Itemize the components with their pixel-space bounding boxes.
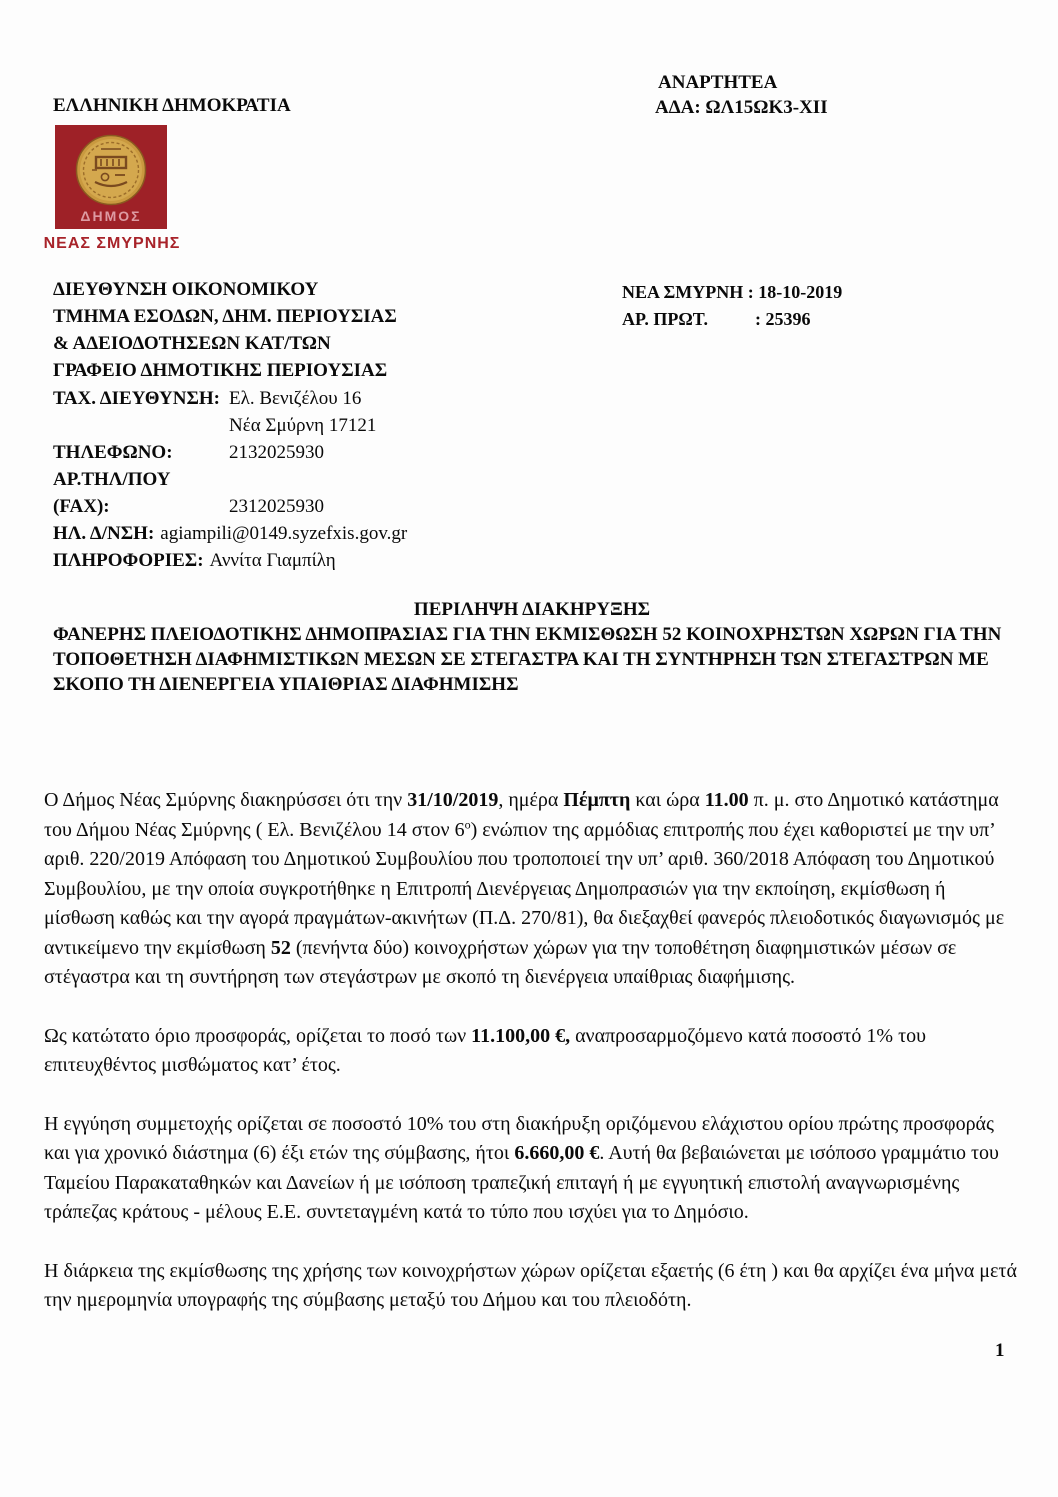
email-label: ΗΛ. Δ/ΝΣΗ:: [53, 523, 155, 544]
paragraph-1: Ο Δήμος Νέας Σμύρνης διακηρύσσει ότι την 31/10/2019, ημέρα Πέμπτη και ώρα 11.00 π. μ. στο Δημοτικό κατάστημα του Δήμου Νέας Σμύρνης ( Ελ. Βενιζέλου 14 στον $6^o$) ενώπιον της αρμόδιας επιτροπής που έχει καθοριστεί με την υπ’ αριθ. 220/2019 Απόφαση του Δημοτικού Συμβουλίου που τροποποιεί την υπ’ αριθ. 360/2018 Απόφαση του Δημοτικού Συμβουλίου, με την οποία συγκροτήθηκε η Επιτροπή Διενέργειας Δημοπρασιών για την εκποίηση, εκμίσθωση ή μίσθωση καθώς και την αγορά πραγμάτων-ακινήτων (Π.Δ. 270/81), θα διεξαχθεί φανερός πλειοδοτικός διαγωνισμός με αντικείμενο την εκμίσθωση 52 (πενήντα δύο) κοινοχρήστων χώρων για την τοποθέτηση διαφημιστικών μέσων σε στέγαστρα και τη συντήρηση των στεγάστρων με σκοπό τη διενέργεια υπαίθριας διαφήμισης.: [44, 789, 1005, 988]
city-date: ΝΕΑ ΣΜΥΡΝΗ : 18-10-2019: [622, 282, 843, 302]
paragraph-2: Ως κατώτατο όριο προσφοράς, ορίζεται το ποσό των 11.100,00 €, αναπροσαρμοζόμενο κατά ποσοστό 1% του επιτευχθέντος μισθώματος κατ’ έτος.: [44, 1024, 927, 1076]
department-line: ΓΡΑΦΕΙΟ ΔΗΜΟΤΙΚΗΣ ΠΕΡΙΟΥΣΙΑΣ: [53, 360, 388, 381]
paragraph-3: Η εγγύηση συμμετοχής ορίζεται σε ποσοστό 10% του στη διακήρυξη οριζόμενου ελάχιστου ορίου πρώτης προσφοράς και για χρονικό διάστημα (6) έξι ετών της σύμβασης, ήτοι 6.660,00 €. Αυτή θα βεβαιώνεται με ισόποσο γραμμάτιο του Ταμείου Παρακαταθηκών και Δανείων ή με ισόποση τραπεζική επιταγή ή με εγγυητική επιστολή αναγνωρισμένης τράπεζας κράτους - μέλους Ε.Ε. συντεταγμένη κατά το τύπο που ισχύει για το Δημόσιο.: [44, 1112, 999, 1223]
logo-demos-label: ΔΗΜΟΣ: [80, 208, 142, 224]
department-block: [53, 276, 397, 384]
anartitea-label: ΑΝΑΡΤΗΤΕΑ: [658, 72, 778, 93]
phone-label: ΤΗΛΕΦΩΝΟ:: [53, 442, 173, 463]
logo-municipality-name: ΝΕΑΣ ΣΜΥΡΝΗΣ: [43, 235, 181, 252]
info-label: ΠΛΗΡΟΦΟΡΙΕΣ:: [53, 550, 204, 571]
fax-value: 2312025930: [229, 496, 324, 517]
contact-row-phone: [53, 439, 407, 466]
page-number: 1: [995, 1340, 1005, 1361]
contact-row-email: [53, 520, 407, 547]
contact-row-address: [53, 385, 407, 412]
contact-row-address2: [53, 412, 407, 439]
republic-title: ΕΛΛΗΝΙΚΗ ΔΗΜΟΚΡΑΤΙΑ: [53, 95, 291, 116]
fax-label: ΑΡ.ΤΗΛ/ΠΟΥ (FAX):: [53, 469, 171, 517]
address-label: ΤΑΧ. ΔΙΕΥΘΥΝΣΗ:: [53, 388, 220, 409]
department-line: ΤΜΗΜΑ ΕΣΟΔΩΝ, ΔΗΜ. ΠΕΡΙΟΥΣΙΑΣ: [53, 306, 397, 327]
paragraph-4: Η διάρκεια της εκμίσθωσης της χρήσης των κοινοχρήστων χώρων ορίζεται εξαετής (6 έτη ) και θα αρχίζει ένα μήνα μετά την ημερομηνία υπογραφής της σύμβασης μεταξύ του Δήμου και του πλειοδότη.: [44, 1259, 1017, 1311]
document-title: [53, 597, 1011, 697]
protocol-number-row: [622, 306, 842, 333]
municipality-logo: [55, 125, 167, 229]
department-line: & ΑΔΕΙΟΔΟΤΗΣΕΩΝ ΚΑΤ/ΤΩΝ: [53, 333, 331, 354]
phone-value: 2132025930: [229, 442, 324, 463]
protocol-number-value: : 25396: [755, 309, 811, 329]
contact-row-fax: [53, 466, 407, 520]
title-line-1: ΠΕΡΙΛΗΨΗ ΔΙΑΚΗΡΥΞΗΣ: [413, 599, 651, 620]
ada-code: ΑΔΑ: ΩΛ15ΩΚ3-ΧΙΙ: [655, 97, 828, 118]
contact-row-info: [53, 547, 407, 574]
ancient-coin-icon: [75, 134, 147, 206]
address2-value: Νέα Σμύρνη 17121: [229, 415, 377, 436]
address-value: Ελ. Βενιζέλου 16: [229, 388, 362, 409]
info-value: Αννίτα Γιαμπίλη: [209, 550, 336, 571]
department-line: ΔΙΕΥΘΥΝΣΗ ΟΙΚΟΝΟΜΙΚΟΥ: [53, 279, 319, 300]
document-body: [44, 786, 1019, 1345]
contact-block: [53, 385, 407, 574]
email-value: agiampili@0149.syzefxis.gov.gr: [160, 523, 408, 544]
protocol-number-label: ΑΡ. ΠΡΩΤ.: [622, 309, 708, 329]
title-body: ΦΑΝΕΡΗΣ ΠΛΕΙΟΔΟΤΙΚΗΣ ΔΗΜΟΠΡΑΣΙΑΣ ΓΙΑ ΤΗΝ ΕΚΜΙΣΘΩΣΗ 52 ΚΟΙΝΟΧΡΗΣΤΩΝ ΧΩΡΩΝ ΓΙΑ ΤΗΝ ΤΟΠΟΘΕΤΗΣΗ ΔΙΑΦΗΜΙΣΤΙΚΩΝ ΜΕΣΩΝ ΣΕ ΣΤΕΓΑΣΤΡΑ ΚΑΙ ΤΗ ΣΥΝΤΗΡΗΣΗ ΤΩΝ ΣΤΕΓΑΣΤΡΩΝ ΜΕ ΣΚΟΠΟ ΤΗ ΔΙΕΝΕΡΓΕΙΑ ΥΠΑΙΘΡΙΑΣ ΔΙΑΦΗΜΙΣΗΣ: [53, 624, 1002, 695]
protocol-block: [622, 279, 842, 333]
